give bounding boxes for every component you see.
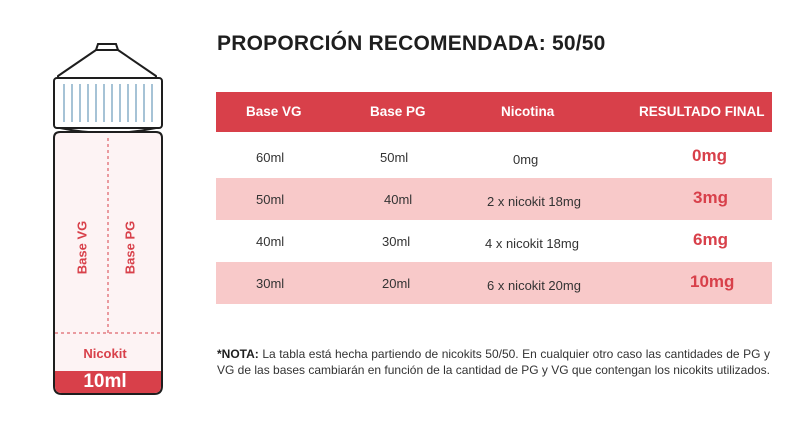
cell-vg: 30ml (256, 276, 285, 291)
cell-resultado: 6mg (693, 230, 728, 249)
header-nicotina: Nicotina (501, 104, 555, 119)
cell-pg: 50ml (380, 150, 409, 165)
cell-pg: 30ml (382, 234, 411, 249)
footnote-text: La tabla está hecha partiendo de nicokits 50/50. En cualquier otro caso las cantidades de PG y VG de las bases cambiarán en función de la cantidad de PG y VG que contengan los nicokits utilizados. (217, 347, 770, 377)
header-base-vg: Base VG (246, 104, 302, 119)
cell-vg: 60ml (256, 150, 285, 165)
table-row (216, 220, 772, 262)
footnote (217, 346, 770, 378)
page-title: PROPORCIÓN RECOMENDADA: 50/50 (217, 32, 606, 55)
header-resultado-final: RESULTADO FINAL (639, 104, 765, 119)
cell-nicotina: 0mg (513, 152, 539, 167)
cell-pg: 40ml (384, 192, 413, 207)
cell-nicotina: 4 x nicokit 18mg (485, 236, 579, 251)
bottle-illustration (46, 38, 170, 398)
footnote-label: *NOTA: (217, 347, 259, 361)
table-row (216, 262, 772, 304)
bottle-pg-label: Base PG (122, 220, 138, 275)
header-base-pg: Base PG (370, 104, 426, 119)
table-row (216, 178, 772, 220)
ratio-table (216, 92, 772, 304)
cell-resultado: 0mg (692, 146, 727, 165)
cell-pg: 20ml (382, 276, 411, 291)
cell-vg: 40ml (256, 234, 285, 249)
bottle-nozzle (58, 50, 156, 80)
bottle-cap-body (54, 78, 162, 128)
table-header (216, 92, 772, 132)
cell-vg: 50ml (256, 192, 285, 207)
cell-nicotina: 6 x nicokit 20mg (487, 278, 581, 293)
bottle-volume-label: 10ml (83, 371, 127, 392)
cell-resultado: 3mg (693, 188, 728, 207)
bottle-vg-label: Base VG (74, 220, 90, 275)
cell-nicotina: 2 x nicokit 18mg (487, 194, 581, 209)
cell-resultado: 10mg (690, 272, 735, 291)
table-row (216, 136, 772, 178)
bottle-nicokit-label: Nicokit (83, 346, 127, 361)
